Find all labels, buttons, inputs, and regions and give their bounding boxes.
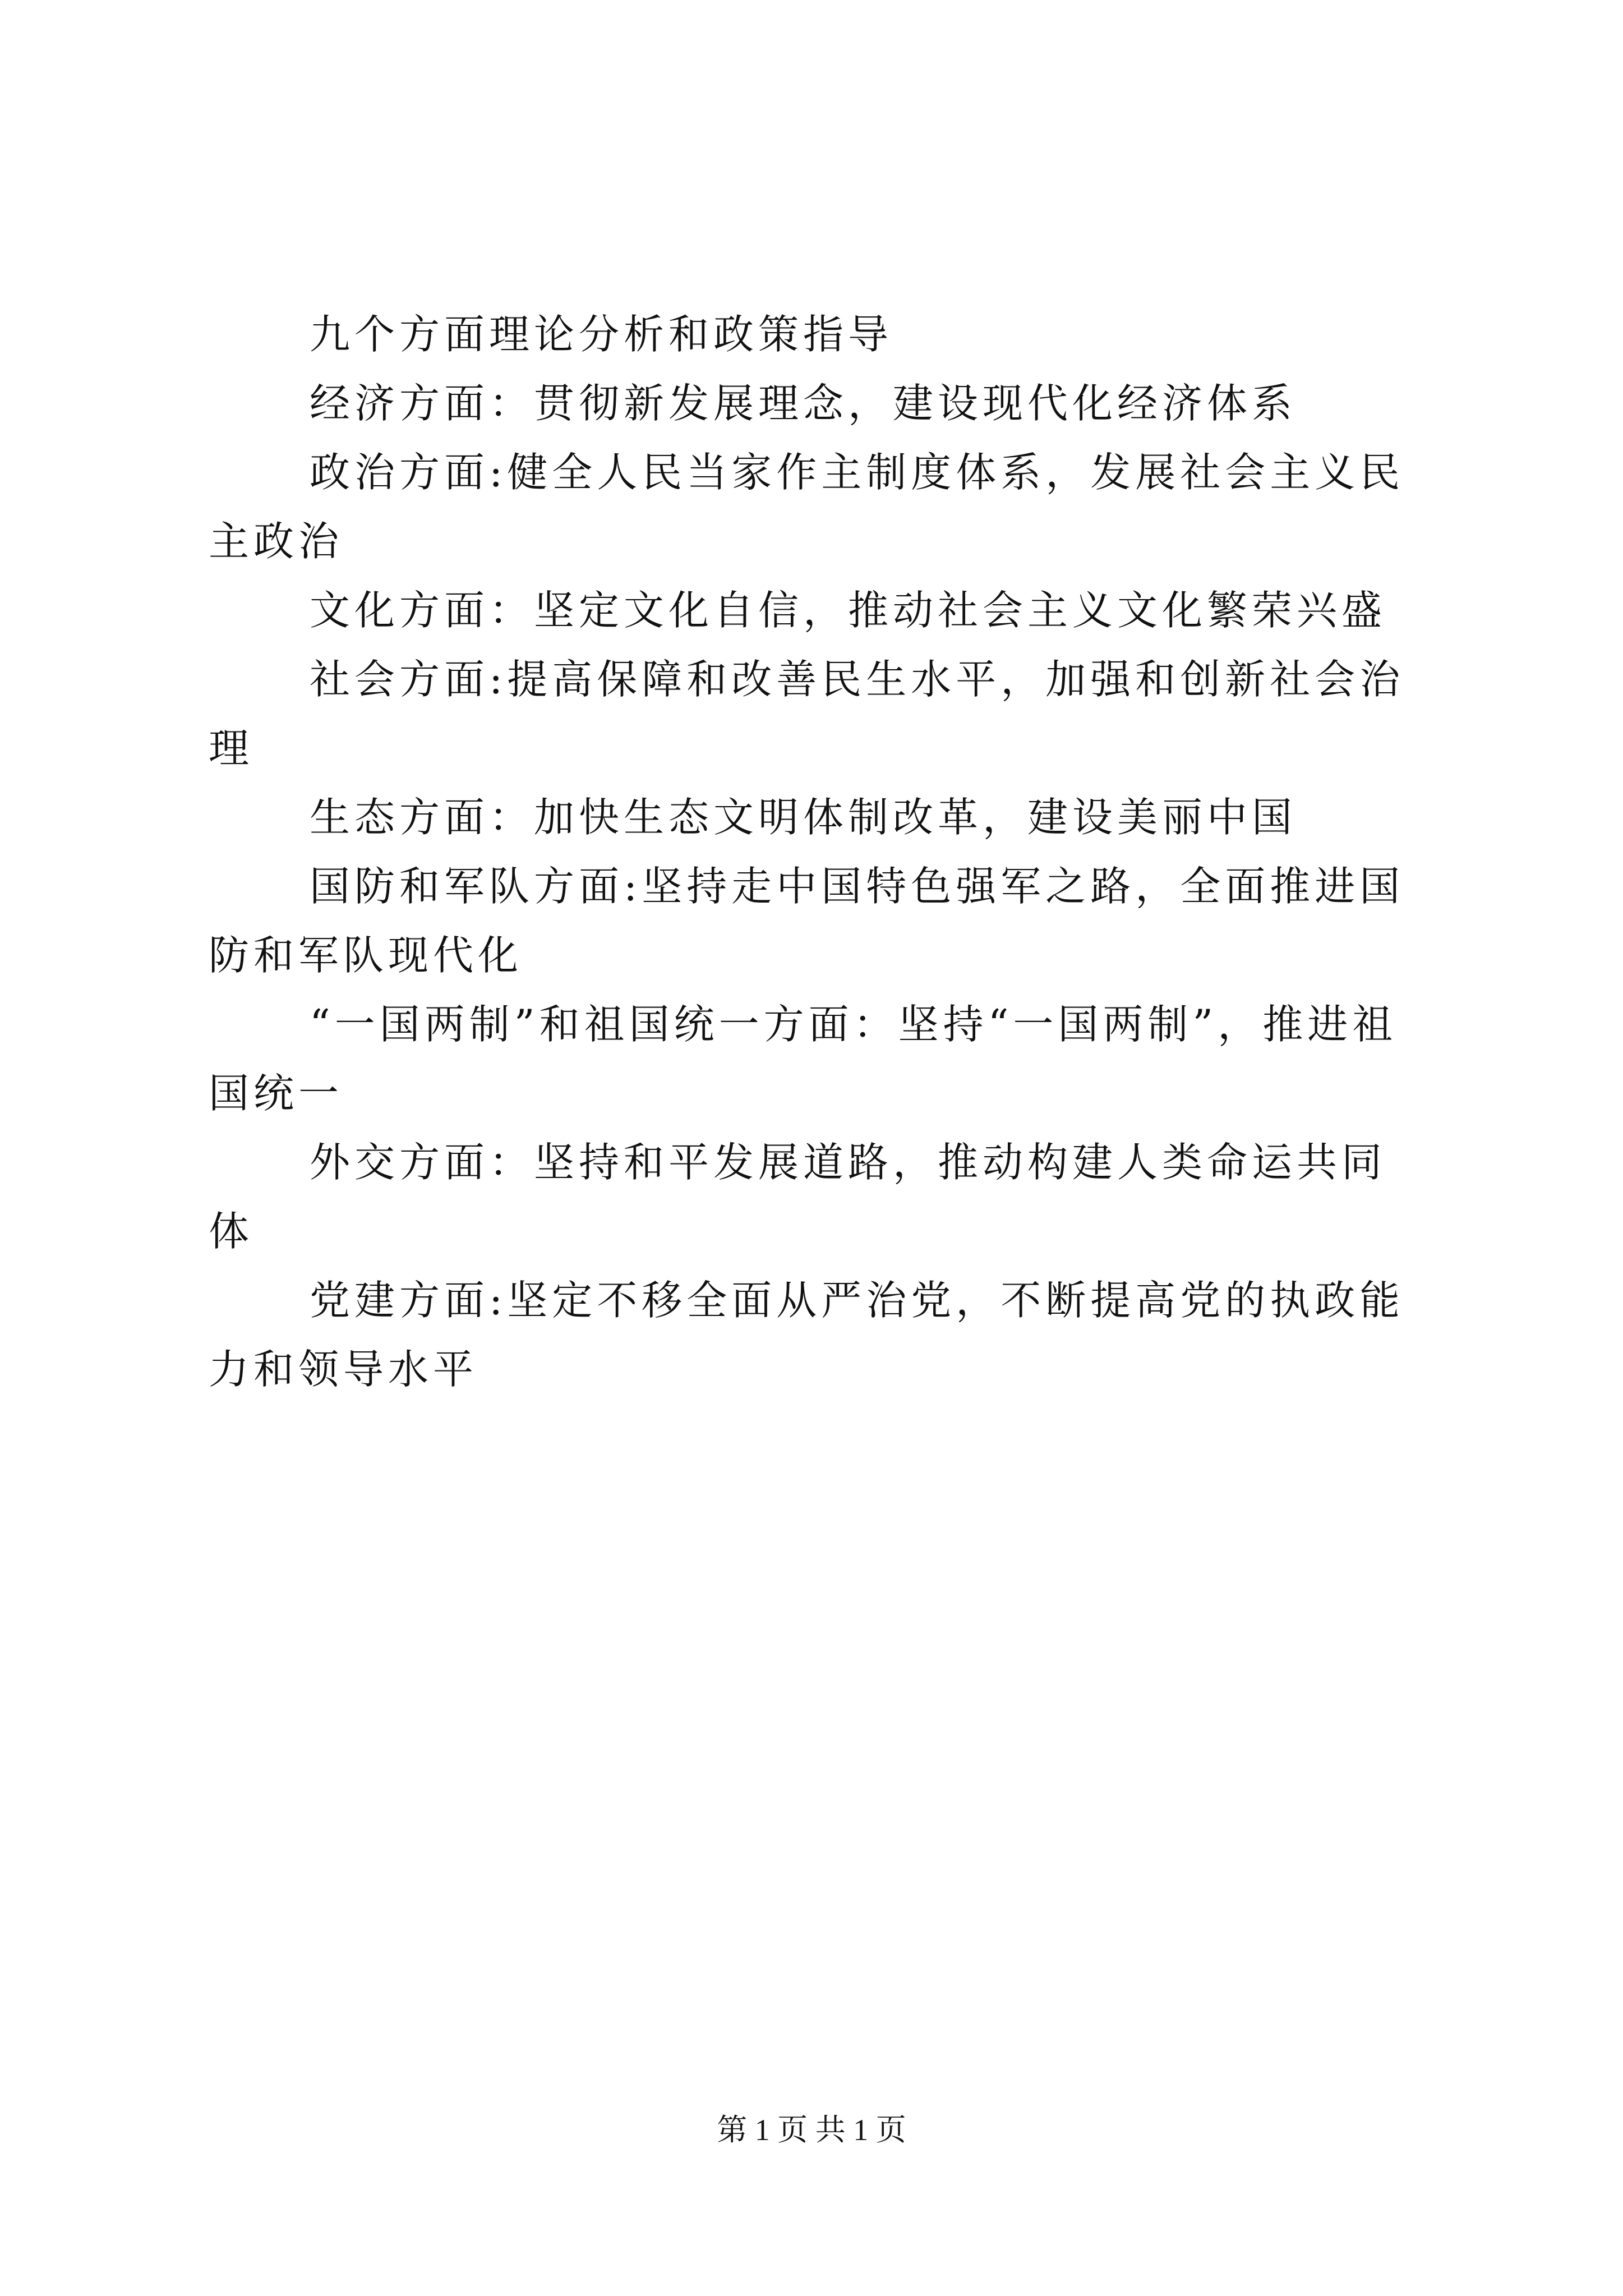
paragraph-diplomacy: 外交方面：坚持和平发展道路，推动构建人类命运共同体 bbox=[209, 1139, 1387, 1255]
document-body bbox=[209, 300, 1414, 1404]
paragraph-culture: 文化方面：坚定文化自信，推动社会主义文化繁荣兴盛 bbox=[310, 587, 1387, 634]
paragraph-defense: 国防和军队方面:坚持走中国特色强军之路，全面推进国防和军队现代化 bbox=[209, 863, 1405, 979]
paragraph-economy: 经济方面：贯彻新发展理念，建设现代化经济体系 bbox=[310, 380, 1297, 427]
paragraph-politics: 政治方面:健全人民当家作主制度体系，发展社会主义民主政治 bbox=[209, 449, 1405, 565]
page-number-footer: 第 1 页 共 1 页 bbox=[717, 2113, 906, 2147]
paragraph-party-building: 党建方面:坚定不移全面从严治党，不断提高党的执政能力和领导水平 bbox=[209, 1277, 1405, 1393]
document-title: 九个方面理论分析和政策指导 bbox=[310, 311, 893, 358]
paragraph-society: 社会方面:提高保障和改善民生水平，加强和创新社会治理 bbox=[209, 656, 1405, 772]
paragraph-reunification: “一国两制”和祖国统一方面：坚持“一国两制”，推进祖国统一 bbox=[209, 1001, 1398, 1117]
paragraph-ecology: 生态方面：加快生态文明体制改革，建设美丽中国 bbox=[310, 794, 1297, 841]
